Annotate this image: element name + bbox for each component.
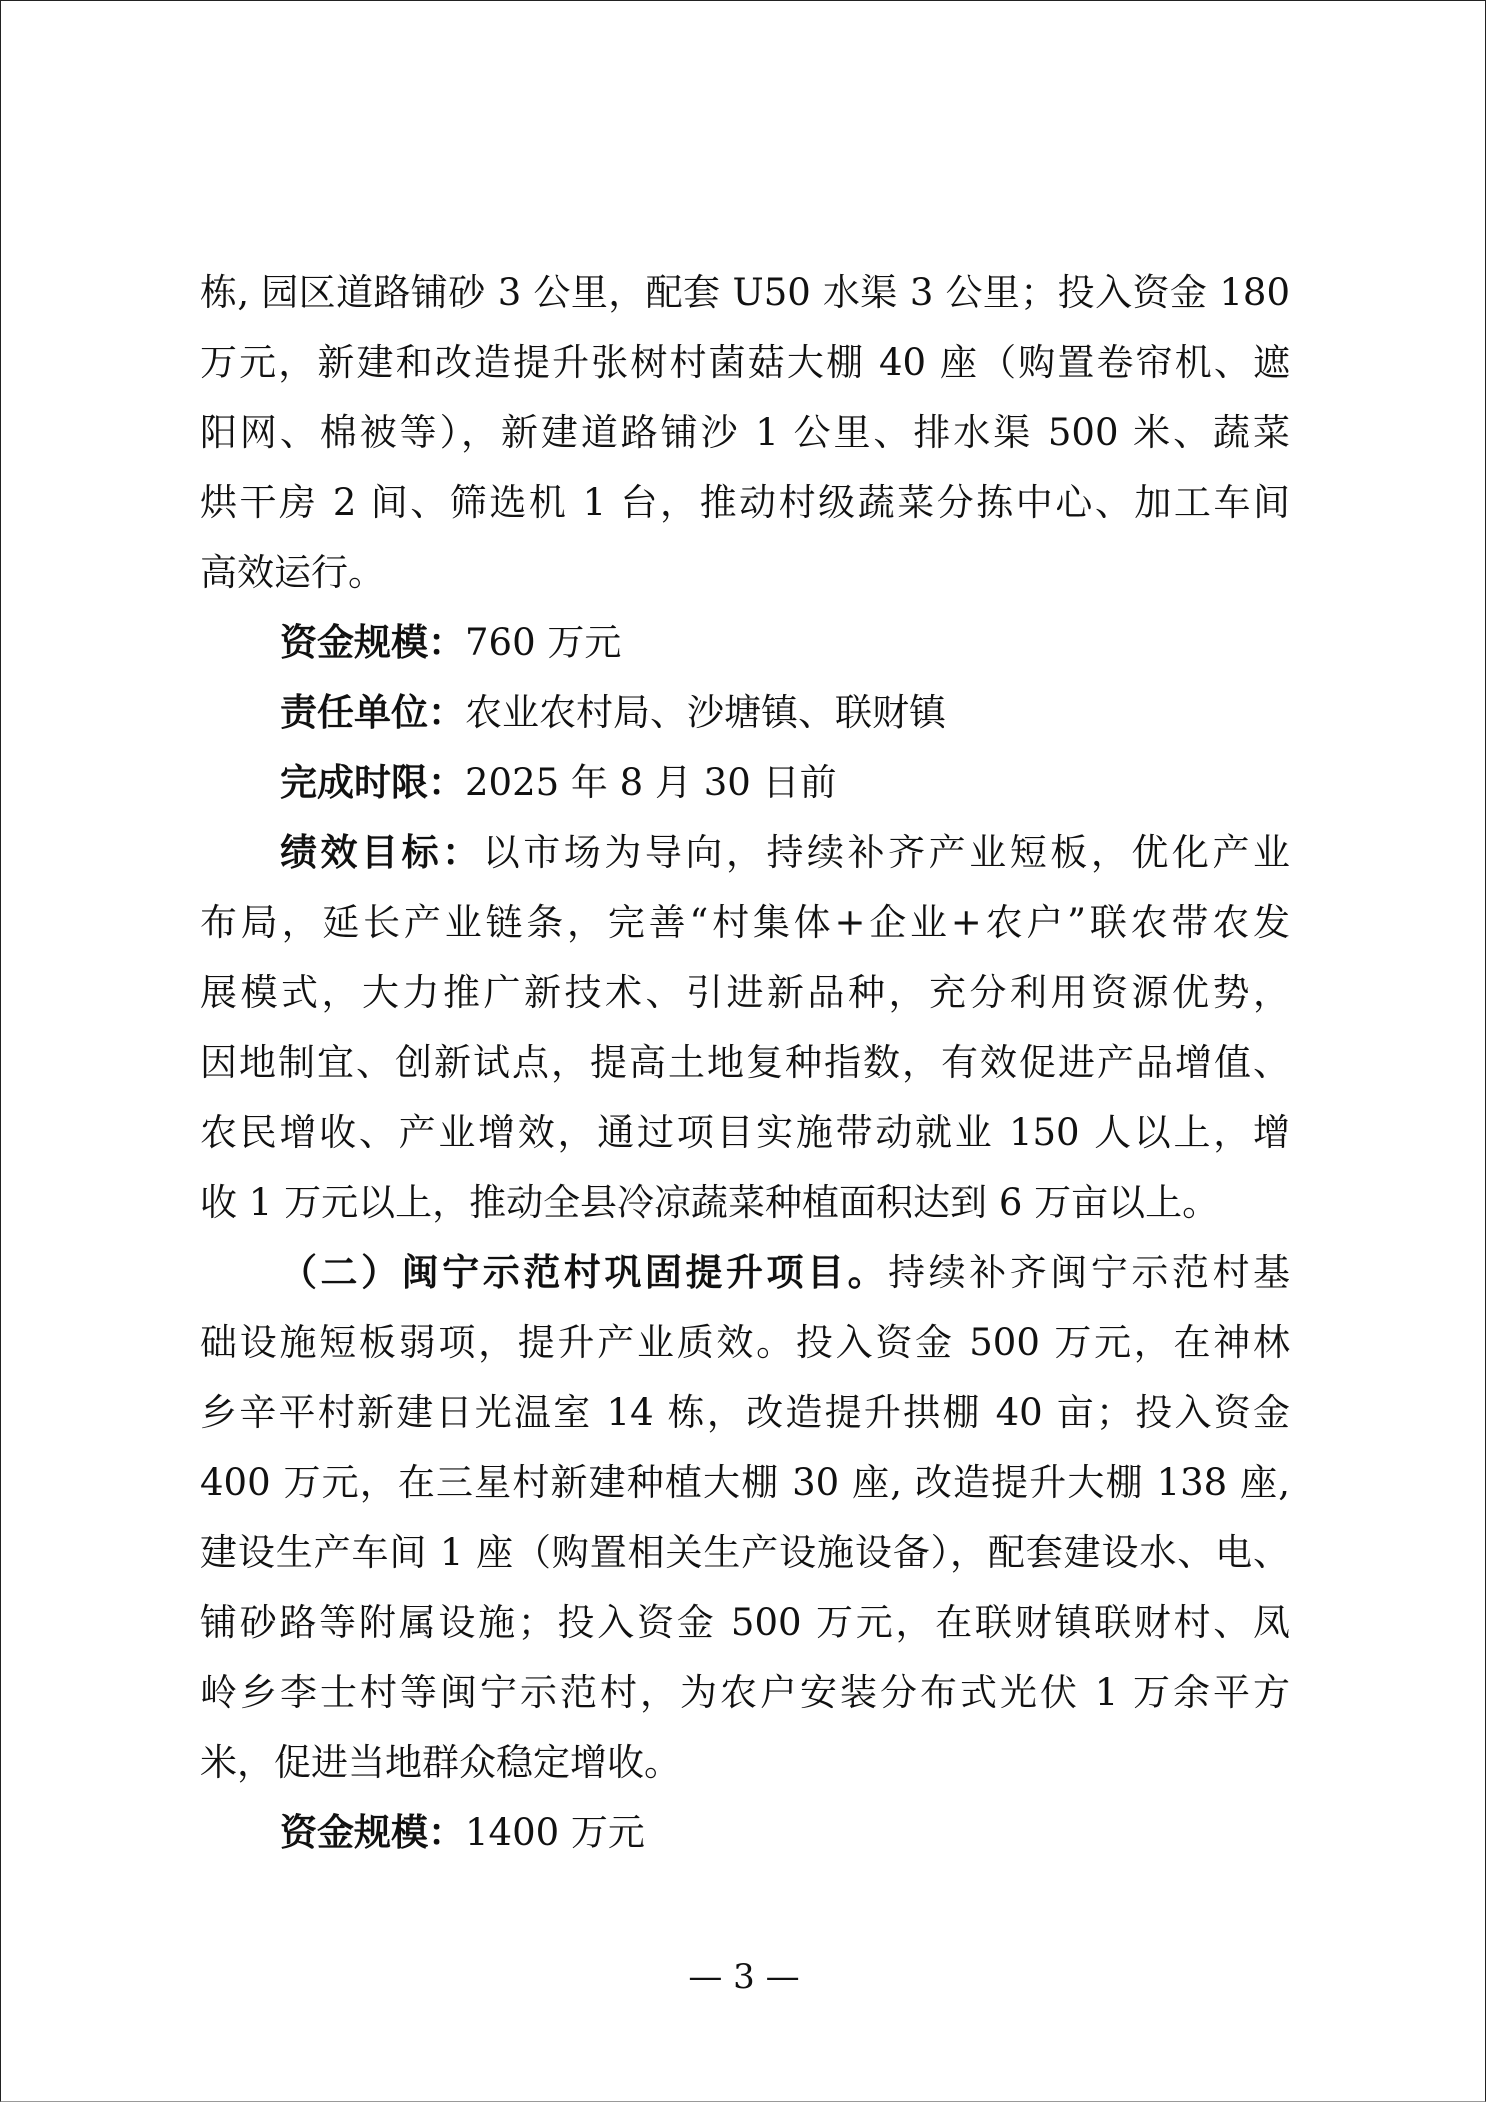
performance-goal-text: 以市场为导向，持续补齐产业短板，优化产业 <box>482 831 1291 874</box>
fund-scale-row <box>200 1798 1290 1868</box>
performance-goal-row <box>200 818 1290 888</box>
text-line: 因地制宜、创新试点，提高土地复种指数，有效促进产品增值、 <box>200 1041 1290 1084</box>
fund-scale-label: 资金规模： <box>280 621 465 664</box>
performance-goal-label: 绩效目标： <box>280 831 483 874</box>
paragraph-continuation <box>200 258 1290 608</box>
text-line: 展模式，大力推广新技术、引进新品种，充分利用资源优势， <box>200 971 1290 1014</box>
text-line: 烘干房 2 间、筛选机 1 台，推动村级蔬菜分拣中心、加工车间 <box>200 481 1290 524</box>
text-line: 米，促进当地群众稳定增收。 <box>200 1741 681 1784</box>
deadline-value: 2025 年 8 月 30 日前 <box>465 761 837 804</box>
text-line: 乡辛平村新建日光温室 14 栋，改造提升拱棚 40 亩；投入资金 <box>200 1391 1290 1434</box>
text-line: 农民增收、产业增效，通过项目实施带动就业 150 人以上，增 <box>200 1111 1290 1154</box>
project-heading-row <box>200 1238 1290 1308</box>
text-line: 建设生产车间 1 座（购置相关生产设施设备），配套建设水、电、 <box>200 1531 1290 1574</box>
fund-scale-value: 1400 万元 <box>465 1811 645 1854</box>
responsible-unit-label: 责任单位： <box>280 691 465 734</box>
fund-scale-row <box>200 608 1290 678</box>
section-heading: （二）闽宁示范村巩固提升项目。 <box>280 1251 889 1294</box>
text-line: 础设施短板弱项，提升产业质效。投入资金 500 万元，在神林 <box>200 1321 1290 1364</box>
text-line: 400 万元，在三星村新建种植大棚 30 座, 改造提升大棚 138 座, <box>200 1461 1290 1504</box>
document-body <box>200 258 1290 1868</box>
fund-scale-value: 760 万元 <box>465 621 622 664</box>
performance-goal-paragraph <box>200 818 1290 1238</box>
text-line: 布局，延长产业链条，完善“村集体+企业+农户”联农带农发 <box>200 901 1290 944</box>
text-line: 高效运行。 <box>200 551 385 594</box>
responsible-unit-row <box>200 678 1290 748</box>
project-paragraph <box>200 1238 1290 1798</box>
responsible-unit-value: 农业农村局、沙塘镇、联财镇 <box>465 691 946 734</box>
text-line: 铺砂路等附属设施；投入资金 500 万元，在联财镇联财村、凤 <box>200 1601 1290 1644</box>
deadline-label: 完成时限： <box>280 761 465 804</box>
project-text: 持续补齐闽宁示范村基 <box>888 1251 1290 1294</box>
text-line: 岭乡李士村等闽宁示范村，为农户安装分布式光伏 1 万余平方 <box>200 1671 1290 1714</box>
text-line: 栋, 园区道路铺砂 3 公里，配套 U50 水渠 3 公里；投入资金 180 <box>200 271 1290 314</box>
text-line: 阳网、棉被等），新建道路铺沙 1 公里、排水渠 500 米、蔬菜 <box>200 411 1290 454</box>
text-line: 万元，新建和改造提升张树村菌菇大棚 40 座（购置卷帘机、遮 <box>200 341 1290 384</box>
fund-scale-label: 资金规模： <box>280 1811 465 1854</box>
page-number: — 3 — <box>688 1957 800 1997</box>
text-line: 收 1 万元以上，推动全县冷凉蔬菜种植面积达到 6 万亩以上。 <box>200 1181 1220 1224</box>
deadline-row <box>200 748 1290 818</box>
